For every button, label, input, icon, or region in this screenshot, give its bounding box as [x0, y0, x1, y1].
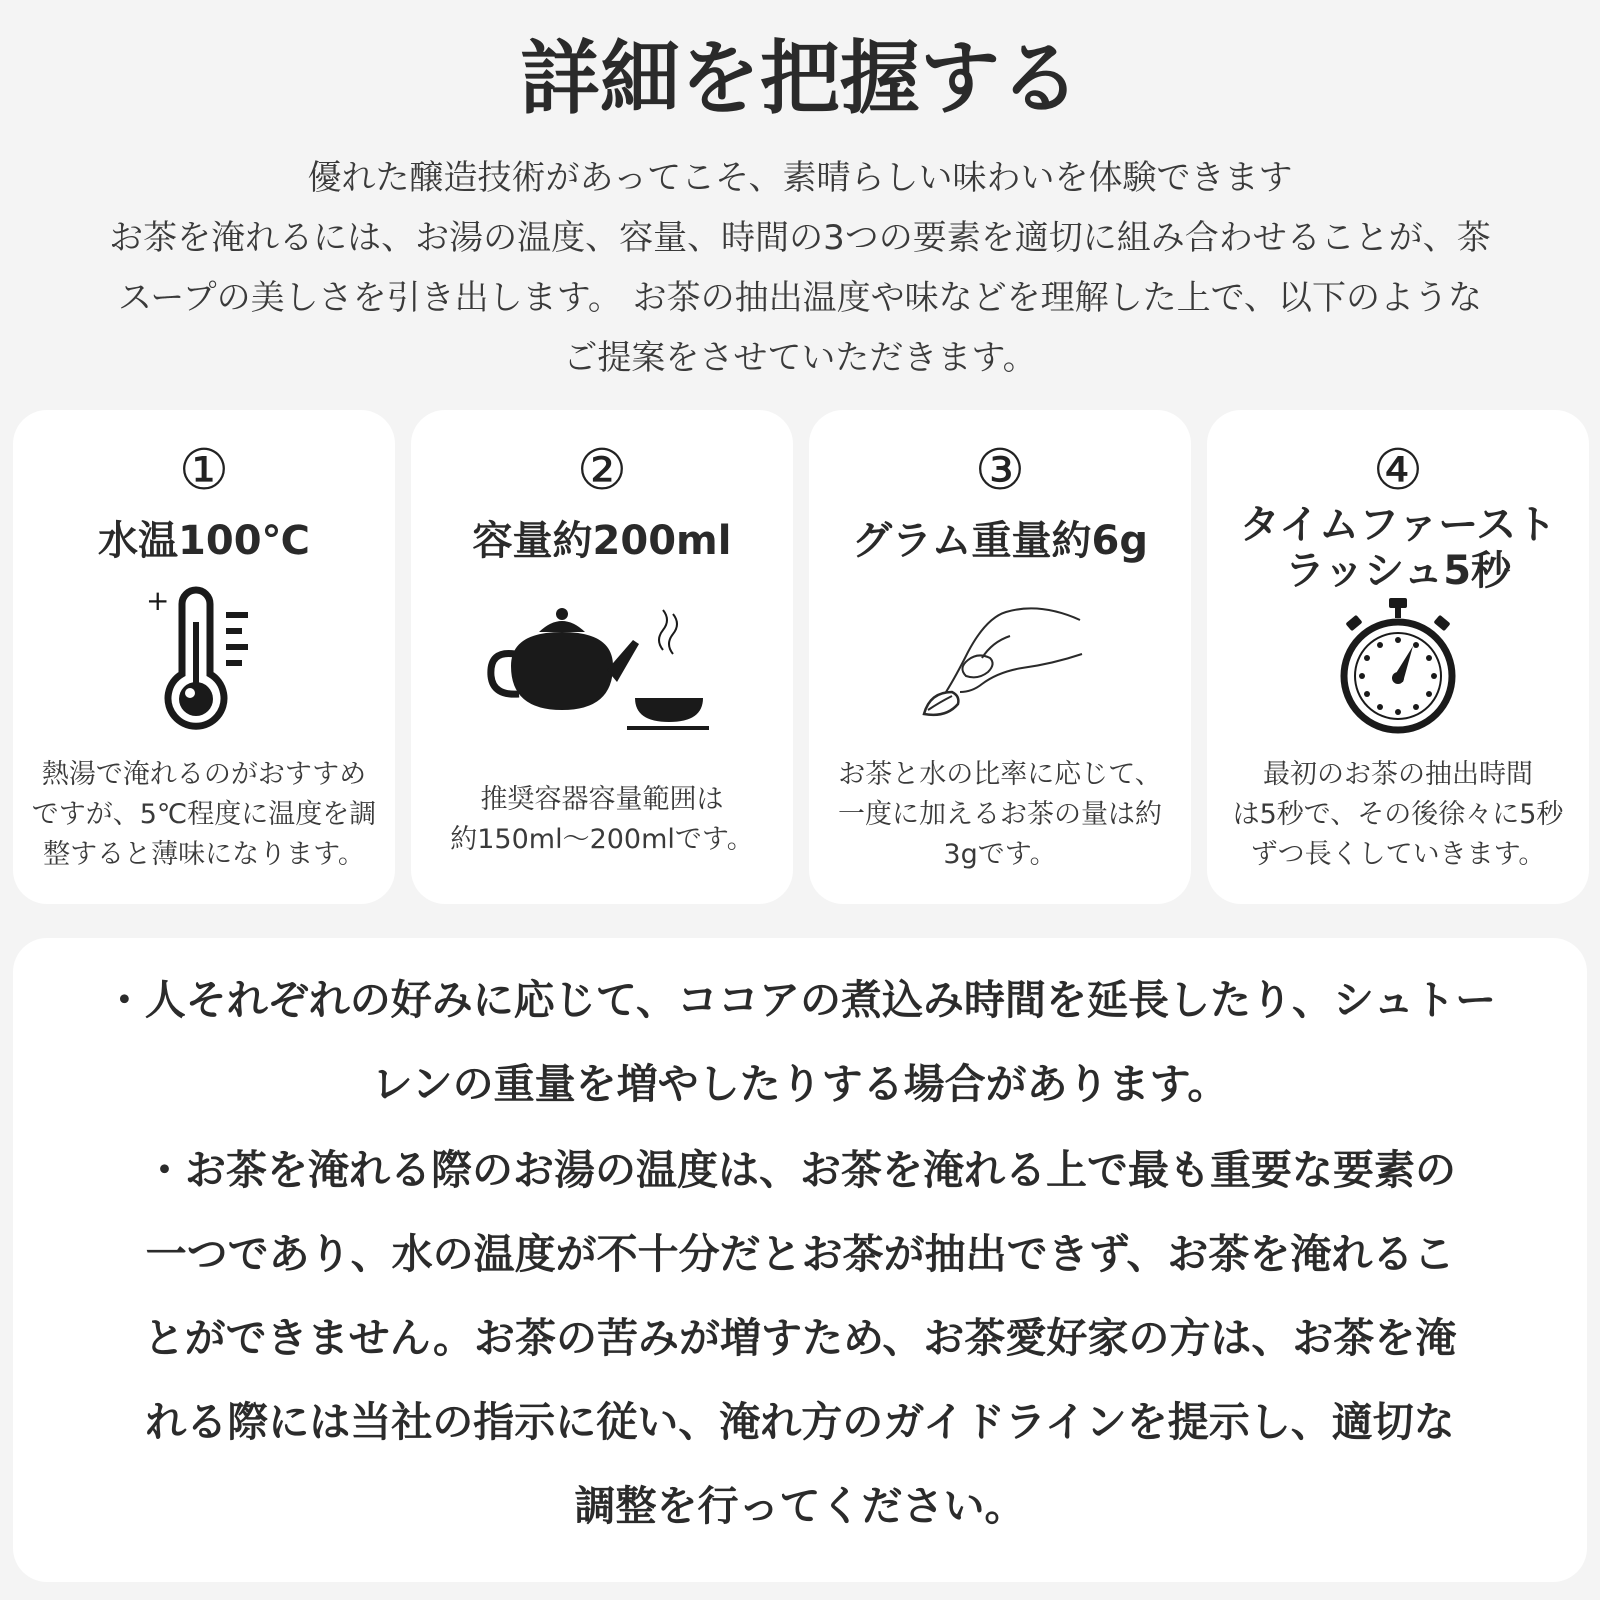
card-water-temperature [13, 410, 395, 904]
note-line: 一つであり、水の温度が不十分だとお茶が抽出できず、お茶を淹れるこ [145, 1230, 1455, 1278]
card-description-line: 最初のお茶の抽出時間 [1263, 759, 1533, 790]
card-gram-weight [809, 410, 1191, 904]
card-description-line: 一度に加えるお茶の量は約 [838, 799, 1162, 830]
note-item [13, 958, 1587, 1126]
notes-panel [13, 938, 1587, 1582]
note-line: ・お茶を淹れる際のお湯の温度は、お茶を淹れる上で最も重要な要素の [144, 1146, 1456, 1194]
card-title-line: タイムファースト [1239, 502, 1557, 548]
card-title: 水温100℃ [98, 518, 310, 564]
card-title [1207, 502, 1589, 594]
teapot-icon [411, 606, 793, 740]
card-description-line: ですが、5℃程度に温度を調 [31, 799, 377, 830]
note-line: レンの重量を増やしたりする場合があります。 [371, 1060, 1229, 1108]
card-description [1219, 755, 1577, 875]
card-volume [411, 410, 793, 904]
card-title: グラム重量約6g [851, 518, 1149, 564]
card-description-line: 整すると薄味になります。 [43, 839, 365, 870]
card-number: ② [576, 438, 628, 503]
card-number: ④ [1372, 438, 1424, 503]
intro-line: 優れた醸造技術があってこそ、素晴らしい味わいを体験できます [307, 158, 1293, 198]
thermometer-icon [13, 582, 395, 736]
hand-pinch-icon [809, 606, 1191, 730]
intro-line: お茶を淹れるには、お湯の温度、容量、時間の3つの要素を適切に組み合わせることが、茶 [109, 218, 1491, 258]
brewing-cards [0, 410, 1600, 904]
card-title-line: ラッシュ5秒 [1284, 548, 1512, 594]
card-description-line: 約150ml～200mlです。 [450, 824, 754, 855]
card-first-rush-time [1207, 410, 1589, 904]
page-title: 詳細を把握する [520, 31, 1080, 125]
card-description-line: 推奨容器容量範囲は [480, 784, 724, 815]
card-description-line: は5秒で、その後徐々に5秒 [1232, 799, 1564, 830]
note-line: ・人それぞれの好みに応じて、ココアの煮込み時間を延長したり、シュトー [103, 976, 1497, 1024]
card-description [25, 755, 383, 875]
card-description-line: 熱湯で淹れるのがおすすめ [41, 759, 367, 790]
card-description-line: ずつ長くしていきます。 [1250, 839, 1546, 870]
card-description [821, 755, 1179, 875]
intro-line: ご提案をさせていただきます。 [563, 338, 1037, 378]
note-item [13, 1128, 1587, 1548]
card-description-line: 3gです。 [943, 839, 1057, 870]
stopwatch-icon [1207, 596, 1589, 740]
card-number: ③ [974, 438, 1026, 503]
note-line: とができません。お茶の苦みが増すため、お茶愛好家の方は、お茶を淹 [143, 1314, 1457, 1362]
card-title: 容量約200ml [472, 518, 732, 564]
card-description [423, 780, 781, 860]
card-number: ① [178, 438, 230, 503]
intro-text [50, 148, 1550, 388]
card-description-line: お茶と水の比率に応じて、 [838, 759, 1162, 790]
intro-line: スープの美しさを引き出します。 お茶の抽出温度や味などを理解した上で、以下のような [117, 278, 1482, 318]
svg-text:+: + [146, 584, 170, 617]
note-line: れる際には当社の指示に従い、淹れ方のガイドラインを提示し、適切な [145, 1398, 1455, 1446]
note-line: 調整を行ってください。 [574, 1482, 1026, 1530]
